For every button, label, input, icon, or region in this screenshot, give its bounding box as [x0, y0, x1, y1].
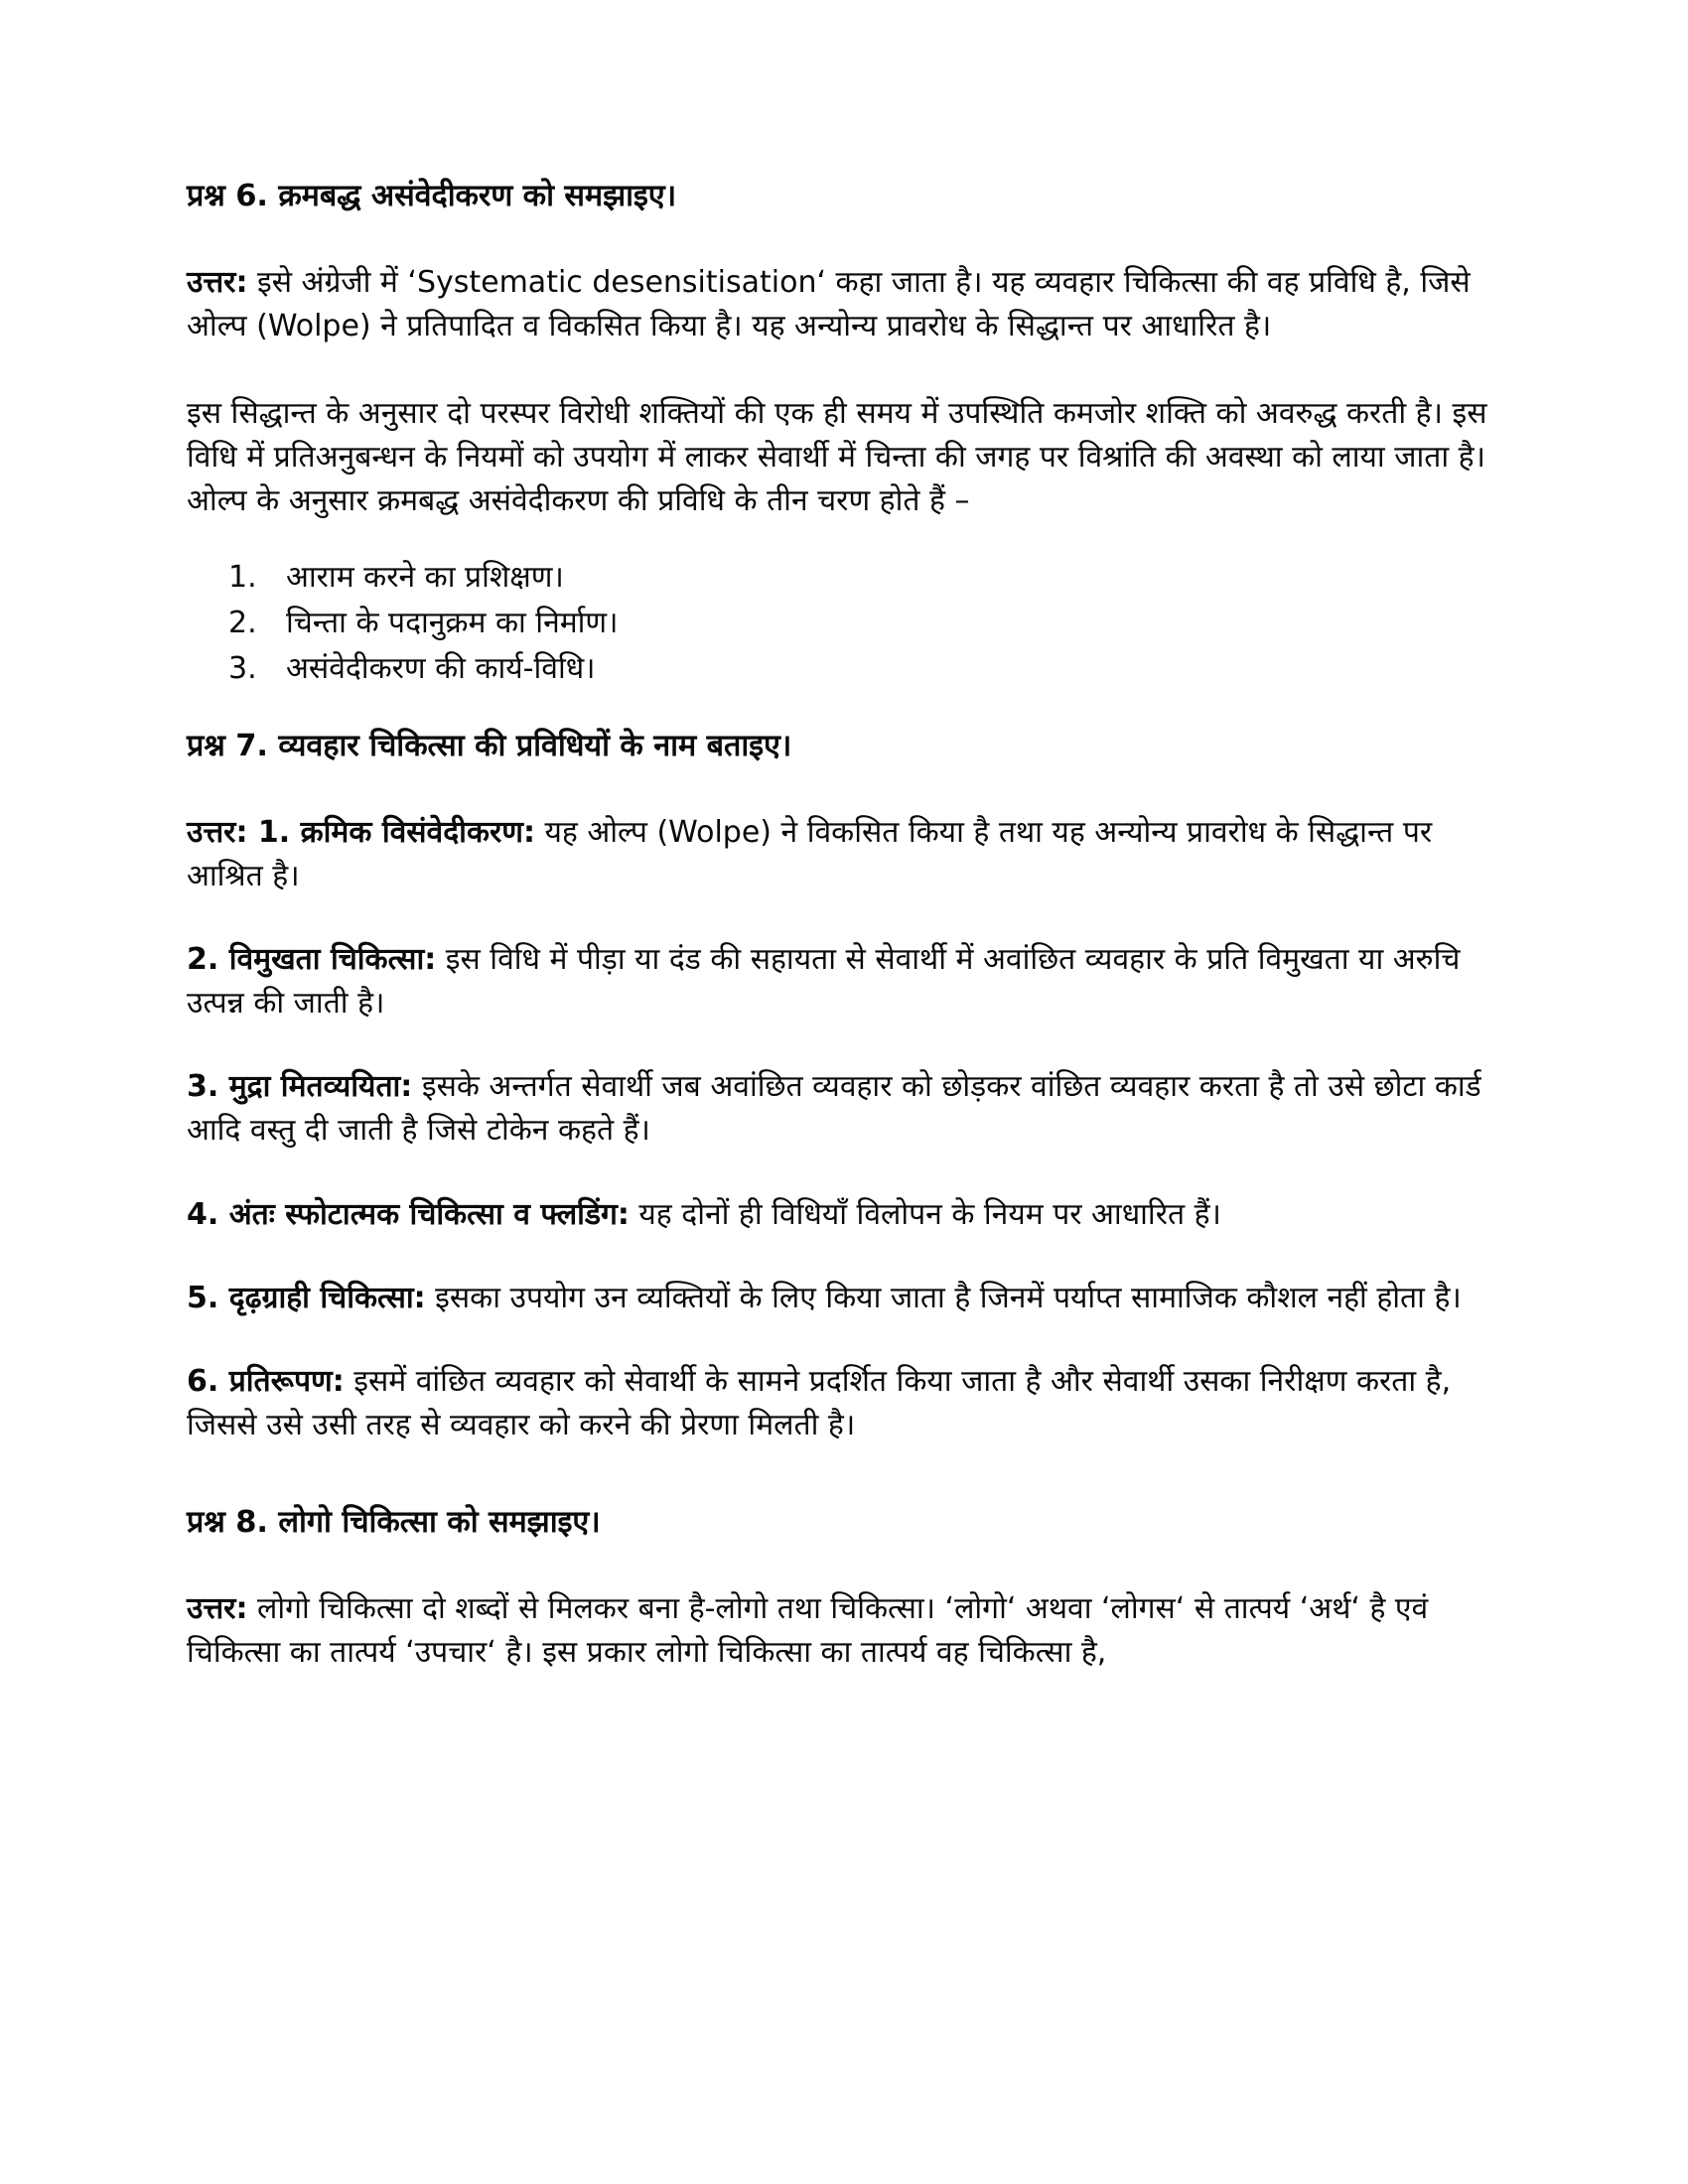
page-content	[187, 177, 1497, 1675]
question-7-answer-paragraph-1	[187, 811, 1497, 898]
list-item-number: 1.	[228, 560, 257, 596]
answer-body-q7-1: यह ओल्प (Wolpe) ने विकसित किया है तथा यह अन्योन्य प्रावरोध के सिद्धान्त पर आश्रित है।	[187, 814, 1433, 894]
technique-item-4	[187, 1193, 1497, 1237]
spacer	[187, 691, 1497, 727]
technique-4-label: 4. अंतः स्फोटात्मक चिकित्सा व फ्लडिंग:	[187, 1196, 630, 1232]
spacer	[187, 348, 1497, 392]
technique-6-body: इसमें वांछित व्यवहार को सेवार्थी के सामने प्रदर्शित किया जाता है और सेवार्थी उसका निरीक्षण करता है, जिससे उसे उसी तरह से व्यवहार को करने की प्रेरणा मिलती है।	[187, 1363, 1452, 1442]
technique-item-2	[187, 938, 1497, 1025]
answer-body-q8-1: लोगो चिकित्सा दो शब्दों से मिलकर बना है-लोगो तथा चिकित्सा। ‘लोगो‘ अथवा ‘लोगस‘ से तात्पर्य ‘अर्थ‘ है एवं चिकित्सा का तात्पर्य ‘उपचार‘ है। इस प्रकार लोगो चिकित्सा का तात्पर्य वह चिकित्सा है,	[187, 1590, 1429, 1670]
spacer	[187, 1544, 1497, 1587]
spacer	[187, 1025, 1497, 1065]
technique-4-body: यह दोनों ही विधियाँ विलोपन के नियम पर आधारित हैं।	[629, 1196, 1221, 1232]
question-6-answer-paragraph-2: इस सिद्धान्त के अनुसार दो परस्पर विरोधी शक्तियों की एक ही समय में उपस्थिति कमजोर शक्ति को अवरुद्ध करती है। इस विधि में प्रतिअनुबन्धन के नियमों को उपयोग में लाकर सेवार्थी में चिन्ता की जगह पर विश्रांति की अवस्था को लाया जाता है। ओल्प के अनुसार क्रमबद्ध असंवेदीकरण की प्रविधि के तीन चरण होते हैं –	[187, 396, 1487, 519]
technique-3-label: 3. मुद्रा मितव्ययिता:	[187, 1069, 413, 1105]
technique-2-body: इस विधि में पीड़ा या दंड की सहायता से सेवार्थी में अवांछित व्यवहार के प्रति विमुखता या अरुचि उत्पन्न की जाती है।	[187, 942, 1461, 1022]
spacer	[187, 1320, 1497, 1360]
list-item-label: चिन्ता के पदानुक्रम का निर्माण।	[286, 605, 619, 640]
spacer	[187, 1154, 1497, 1193]
answer-label-q8: उत्तर:	[187, 1590, 248, 1626]
answer-body-q6-1: इसे अंग्रेजी में ‘Systematic desensitisation‘ कहा जाता है। यह व्यवहार चिकित्सा की वह प्रविधि है, जिसे ओल्प (Wolpe) ने प्रतिपादित व विकसित किया है। यह अन्योन्य प्रावरोध के सिद्धान्त पर आधारित है।	[187, 264, 1471, 343]
list-item	[187, 646, 1497, 692]
question-8-heading: प्रश्न 8. लोगो चिकित्सा को समझाइए।	[187, 1504, 601, 1540]
list-item	[187, 555, 1497, 601]
answer-label-q7: उत्तर: 1. क्रमिक विसंवेदीकरण:	[187, 814, 535, 850]
technique-item-6	[187, 1360, 1497, 1447]
answer-label-q6: उत्तर:	[187, 264, 248, 300]
spacer	[187, 523, 1497, 555]
question-8-answer-paragraph-1	[187, 1587, 1497, 1675]
spacer	[187, 767, 1497, 811]
spacer	[187, 217, 1497, 261]
list-item-label: असंवेदीकरण की कार्य-विधि।	[286, 650, 596, 686]
technique-5-body: इसका उपयोग उन व्यक्तियों के लिए किया जाता है जिनमें पर्याप्त सामाजिक कौशल नहीं होता है।	[425, 1280, 1462, 1315]
technique-item-3	[187, 1065, 1497, 1153]
technique-5-label: 5. दृढ़ग्राही चिकित्सा:	[187, 1280, 426, 1315]
question-6-heading: प्रश्न 6. क्रमबद्ध असंवेदीकरण को समझाइए।	[187, 179, 677, 213]
technique-2-label: 2. विमुखता चिकित्सा:	[187, 942, 437, 978]
technique-3-body: इसके अन्तर्गत सेवार्थी जब अवांछित व्यवहार को छोड़कर वांछित व्यवहार करता है तो उसे छोटा कार्ड आदि वस्तु दी जाती है जिसे टोकेन कहते हैं।	[187, 1069, 1481, 1149]
question-7-heading: प्रश्न 7. व्यवहार चिकित्सा की प्रविधियों के नाम बताइए।	[187, 729, 792, 764]
spacer	[187, 898, 1497, 938]
question-6-answer-paragraph-1	[187, 261, 1497, 348]
list-item-number: 3.	[228, 650, 257, 686]
list-item	[187, 601, 1497, 646]
spacer	[187, 1237, 1497, 1277]
spacer	[187, 1447, 1497, 1503]
technique-6-label: 6. प्रतिरूपण:	[187, 1363, 345, 1399]
systematic-desensitisation-steps-list	[187, 555, 1497, 691]
technique-item-5	[187, 1277, 1497, 1320]
list-item-number: 2.	[228, 605, 257, 640]
list-item-label: आराम करने का प्रशिक्षण।	[286, 560, 564, 596]
